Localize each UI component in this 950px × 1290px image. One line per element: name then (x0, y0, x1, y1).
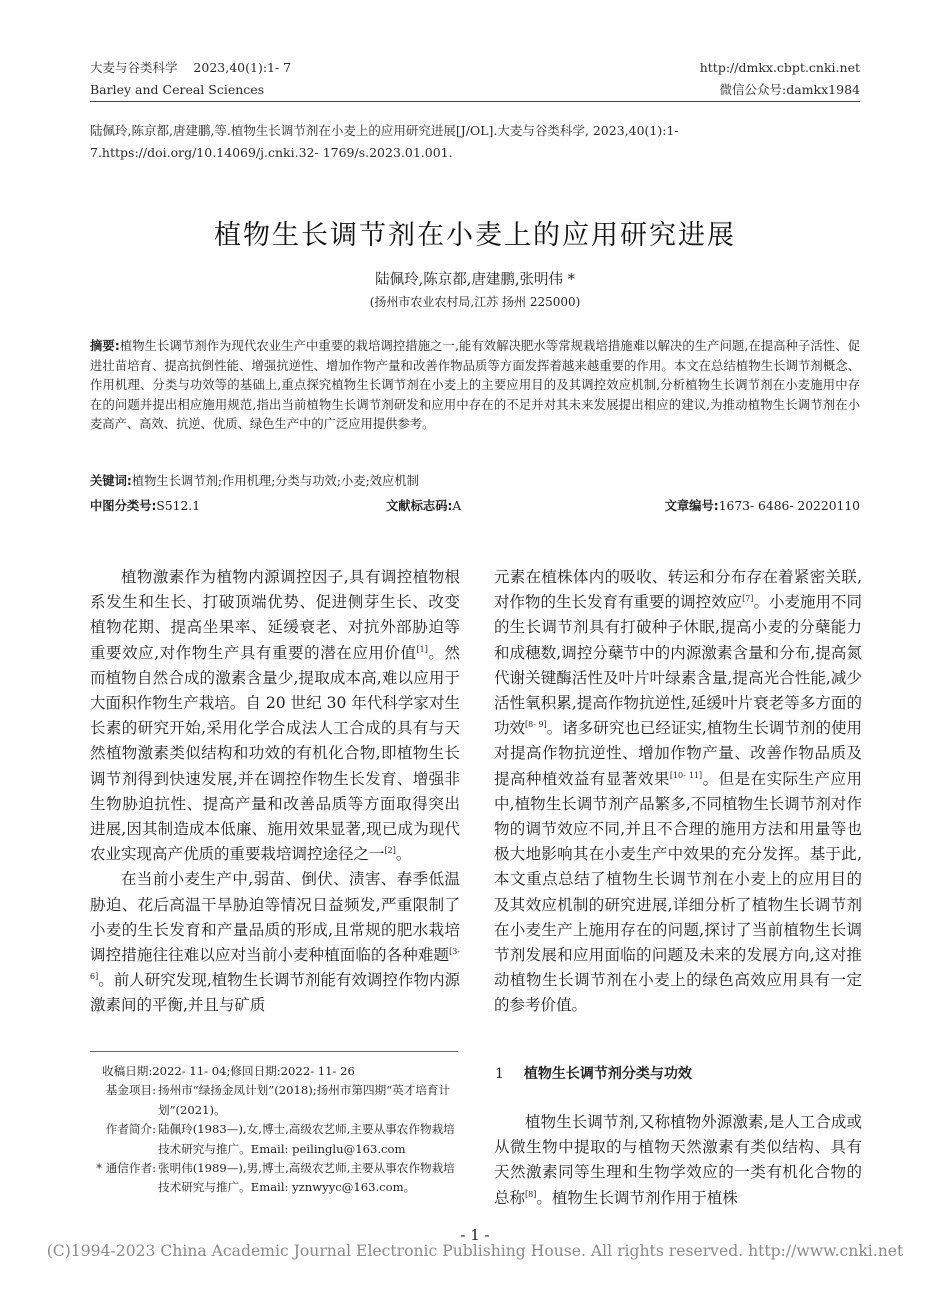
footnotes (90, 1062, 460, 1198)
footnote-author-label: 作者简介: (105, 1122, 156, 1137)
abstract-label: 摘要: (90, 339, 120, 353)
para-text: 。 (395, 845, 412, 864)
footnote-dates: 收稿日期:2022- 11- 04;修回日期:2022- 11- 26 (102, 1064, 355, 1078)
section-heading-1 (495, 1063, 692, 1083)
para-text: 植物生长调节剂,又称植物外源激素,是人工合成或从微生物中提取的与植物天然激素有类似结构、具有天然激素同等生理和生物学效应的一类有机化合物的总称 (494, 1113, 862, 1207)
article-number (665, 497, 860, 516)
footnote-rule (90, 1051, 458, 1052)
citation-ref[interactable]: [7] (742, 594, 754, 604)
footnote-corresponding (90, 1159, 460, 1198)
article-value: 1673- 6486- 20220110 (718, 499, 860, 513)
footnote-author (90, 1120, 460, 1159)
clc-label: 中图分类号: (90, 499, 157, 513)
citation-ref[interactable]: [8] (525, 1189, 537, 1199)
right-column (494, 565, 862, 1019)
doc-value: A (452, 499, 462, 513)
journal-wechat: 微信公众号:damkx1984 (719, 82, 860, 97)
citation-ref[interactable]: [1] (416, 644, 428, 654)
affiliation: (扬州市农业农村局,江苏 扬州 225000) (369, 295, 581, 309)
clc-value: S512.1 (156, 499, 201, 513)
page-number: - 1 - (460, 1226, 490, 1244)
journal-issue: 2023,40(1):1- 7 (193, 60, 292, 75)
citation: 陆佩玲,陈京都,唐建鹏,等.植物生长调节剂在小麦上的应用研究进展[J/OL].大麦与谷类科学, 2023,40(1):1- 7.https://doi.org/10.14069/j.cnki.32- 1769/s.2023.01.001. (90, 123, 679, 160)
para-text: 。植物生长调节剂作用于植株 (536, 1188, 738, 1207)
para-text: 元素在植株体内的吸收、转运和分布存在着紧密关联,对作物的生长发育有重要的调控效应 (494, 568, 862, 612)
footnote-corr-label: * 通信作者: (96, 1161, 156, 1176)
journal-url[interactable]: http://dmkx.cbpt.cnki.net (699, 60, 860, 75)
footnote-author-text: 陆佩玲(1983—),女,博士,高级农艺师,主要从事农作物栽培技术研究与推广。Email: peilinglu@163.com (158, 1122, 455, 1156)
footnote-fund (90, 1081, 460, 1120)
journal-name-en: Barley and Cereal Sciences (90, 82, 265, 97)
clc-number (90, 497, 200, 516)
citation-ref[interactable]: [10- 11] (669, 770, 703, 780)
doc-label: 文献标志码: (386, 499, 453, 513)
abstract (90, 337, 860, 435)
section-1-paragraph (494, 1110, 862, 1211)
intro-paragraph-2-continued (494, 565, 862, 1019)
document-code (386, 497, 461, 516)
section-1-body (494, 1110, 862, 1211)
section-title: 植物生长调节剂分类与功效 (523, 1066, 692, 1082)
para-text: 。前人研究发现,植物生长调节剂能有效调控作物内源激素间的平衡,并且与矿质 (90, 971, 460, 1015)
intro-paragraph-2 (90, 867, 460, 1018)
article-title: 植物生长调节剂在小麦上的应用研究进展 (214, 220, 736, 251)
para-text: 。然而植物自然合成的激素含量少,提取成本高,难以应用于大面积作物生产栽培。自 20 世纪 30 年代科学家对生长素的研究开始,采用化学合成法人工合成的具有与天然植物激素类似结构和功效的有机化合物,即植物生长调节剂得到快速发展,并在调控作物生长发育、增强非生物胁迫抗性、提高产量和改善品质等方面取得突出进展,因其制造成本低廉、施用效果显著,现已成为现代农业实现高产优质的重要栽培调控途径之一 (90, 643, 460, 864)
para-text: 植物激素作为植物内源调控因子,具有调控植物根系发生和生长、打破顶端优势、促进侧芽生长、改变植物花期、提高坐果率、延缓衰老、对抗外部胁迫等重要效应,对作物生产具有重要的潜在应用价值 (90, 568, 460, 662)
citation-ref[interactable]: [3- 6] (90, 946, 460, 982)
para-text: 在当前小麦生产中,弱苗、倒伏、渍害、春季低温胁迫、花后高温干旱胁迫等情况日益频发,严重限制了小麦的生长发育和产量品质的形成,且常规的肥水栽培调控措施往往难以应对当前小麦种植面临的各种难题 (90, 870, 460, 965)
journal-name-cn: 大麦与谷类科学 (90, 60, 178, 75)
para-text: 。小麦施用不同的生长调节剂具有打破种子休眠,提高小麦的分蘖能力和成穗数,调控分蘖节中的内源激素含量和分布,提高氮代谢关键酶活性及叶片叶绿素含量,提高光合性能,减少活性氧积累,提高作物抗逆性,延缓叶片衰老等多方面的功效 (494, 593, 862, 738)
header-rule (90, 101, 860, 102)
citation-ref[interactable]: [8- 9] (525, 720, 547, 730)
footnote-fund-text: 扬州市“绿扬金凤计划”(2018);扬州市第四期“英才培育计划”(2021)。 (158, 1083, 451, 1117)
journal-header-left (90, 60, 291, 76)
copyright-watermark: (C)1994-2023 China Academic Journal Electronic Publishing House. All rights reserved. http://www.cnki.net (46, 1242, 904, 1260)
footnote-fund-label: 基金项目: (105, 1083, 156, 1098)
para-text: 。但是在实际生产应用中,植物生长调节剂产品繁多,不同植物生长调节剂对作物的调节效应不同,并且不合理的施用方法和用量等也极大地影响其在小麦生产中效果的充分发挥。基于此,本文重点总结了植物生长调节剂在小麦上的应用目的及其效应机制的研究进展,详细分析了植物生长调节剂在小麦生产上施用存在的问题,探讨了当前植物生长调节剂发展和应用面临的问题及未来的发展方向,这对推动植物生长调节剂在小麦上的绿色高效应用具有一定的参考价值。 (494, 769, 862, 1015)
intro-paragraph-1 (90, 565, 460, 867)
article-label: 文章编号: (664, 499, 719, 513)
section-number: 1 (495, 1066, 504, 1082)
keywords-label: 关键词: (90, 474, 132, 488)
footnote-corr-text: 张明伟(1989—),男,博士,高级农艺师,主要从事农作物栽培技术研究与推广。Email: yznwyyc@163.com。 (158, 1161, 455, 1195)
keywords (90, 472, 860, 491)
para-text: 。诸多研究也已经证实,植物生长调节剂的使用对提高作物抗逆性、增加作物产量、改善作物品质及提高种植效益有显著效果 (494, 719, 862, 788)
citation-ref[interactable]: [2] (384, 846, 396, 856)
left-column (90, 565, 460, 1019)
authors: 陆佩玲,陈京都,唐建鹏,张明伟 * (375, 272, 575, 288)
keywords-text: 植物生长调节剂;作用机理;分类与功效;小麦;效应机制 (131, 474, 419, 488)
classification-row (90, 497, 860, 516)
abstract-text: 植物生长调节剂作为现代农业生产中重要的栽培调控措施之一,能有效解决肥水等常规栽培措施难以解决的生产问题,在提高种子活性、促进壮苗培育、提高抗倒性能、增强抗逆性、增加作物产量和改善作物品质等方面发挥着越来越重要的作用。本文在总结植物生长调节剂概念、作用机理、分类与功效等的基础上,重点探究植物生长调节剂在小麦上的主要应用目的及其调控效应机制,分析植物生长调节剂在小麦施用中存在的问题并提出相应施用规范,指出当前植物生长调节剂研发和应用中存在的不足并对其未来发展提出相应的建议,为推动植物生长调节剂在小麦高产、高效、抗逆、优质、绿色生产中的广泛应用提供参考。 (90, 339, 860, 432)
